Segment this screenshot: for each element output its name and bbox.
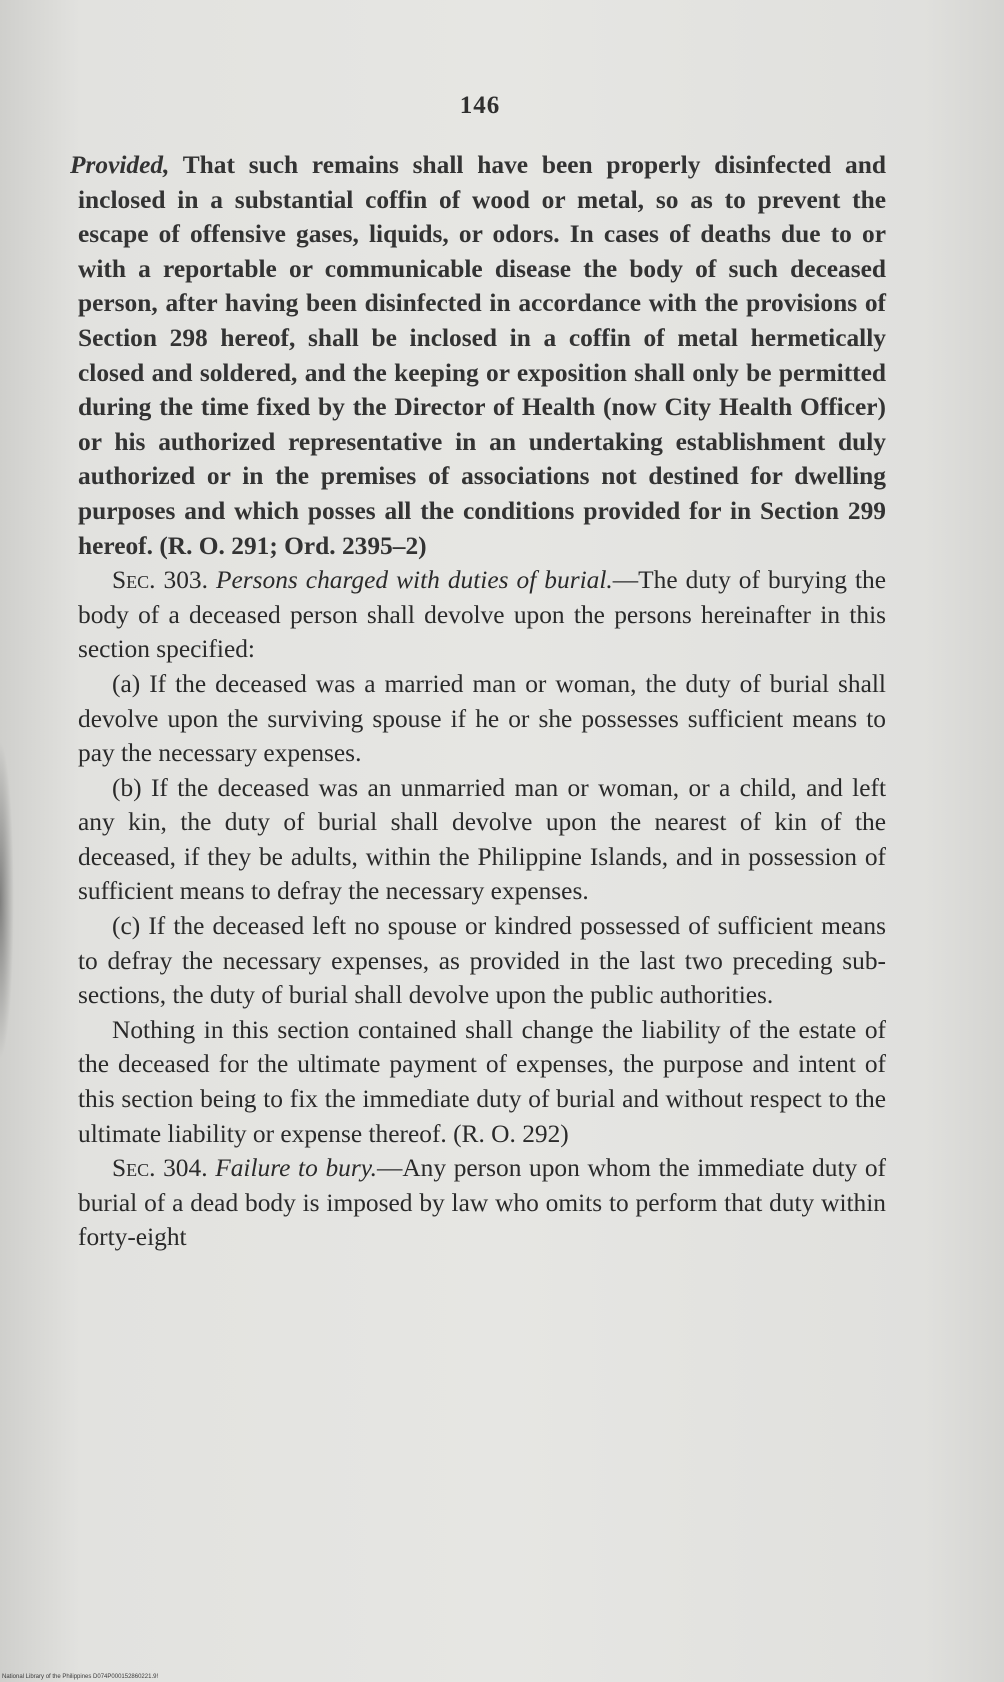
page-body — [70, 148, 886, 1255]
sub-c-label: (c) — [112, 912, 141, 941]
sec-303-label: Sec. 303. — [112, 566, 208, 595]
paragraph-sub-b — [78, 771, 886, 909]
sec-304-text: —Any person upon whom the immediate duty of burial of a dead body is imposed by law who omits to perform that duty within forty-eight — [78, 1154, 886, 1252]
paragraph-provided — [70, 148, 886, 563]
paragraph-sec-303 — [78, 563, 886, 667]
provided-text: That such remains shall have been properly disinfected and inclosed in a substantial coffin of wood or metal, so as to prevent the escape of offensive gases, liquids, or odors. In cases of deaths due to or with a reportable or communicable disease the body of such deceased person, after having been disinfected in accordance with the provisions of Section 298 hereof, shall be inclosed in a coffin of metal hermetically closed and soldered, and the keeping or exposition shall only be permitted during the time fixed by the Director of Health (now City Health Officer) or his authorized representative in an undertaking establishment duly authorized or in the premises of associations not destined for dwelling purposes and which posses all the conditions provided for in Section 299 hereof. (R. O. 291; Ord. 2395–2) — [78, 151, 886, 560]
sec-304-label: Sec. 304. — [112, 1154, 208, 1183]
sub-b-label: (b) — [112, 773, 142, 802]
sub-a-label: (a) — [112, 669, 141, 698]
sec-303-text: —The duty of burying the body of a deceased person shall devolve upon the persons hereinafter in this section specified: — [78, 566, 886, 664]
paragraph-nothing: Nothing in this section contained shall change the liability of the estate of the deceased for the ultimate payment of expenses, the purpose and intent of this section being to fix the immediate duty of burial and without respect to the ultimate liability or expense thereof. (R. O. 292) — [78, 1015, 886, 1148]
paragraph-sub-c — [78, 909, 886, 1013]
sec-303-title: Persons charged with duties of burial. — [215, 566, 613, 595]
sub-c-text: If the deceased left no spouse or kindred possessed of sufficient means to defray the necessary expenses, as provided in the last two preceding sub-sections, the duty of burial shall devolve upon the public authorities. — [78, 912, 886, 1010]
archive-footer-note: National Library of the Philippines D074P000152860221.9! — [2, 1674, 159, 1680]
page-number: 146 — [459, 92, 501, 119]
sec-304-title: Failure to bury. — [215, 1154, 377, 1183]
paragraph-sub-a — [78, 667, 886, 771]
sub-a-text: If the deceased was a married man or woman, the duty of burial shall devolve upon the surviving spouse if he or she possesses sufficient means to pay the necessary expenses. — [78, 669, 886, 768]
binding-shadow — [0, 740, 14, 1060]
provided-lead: Provided, — [70, 151, 170, 179]
sub-b-text: If the deceased was an unmarried man or woman, or a child, and left any kin, the duty of burial shall devolve upon the nearest of kin of the deceased, if they be adults, within the Philippine Islands, and in possession of sufficient means to defray the necessary expenses. — [78, 773, 886, 906]
paragraph-sec-304 — [78, 1151, 886, 1255]
